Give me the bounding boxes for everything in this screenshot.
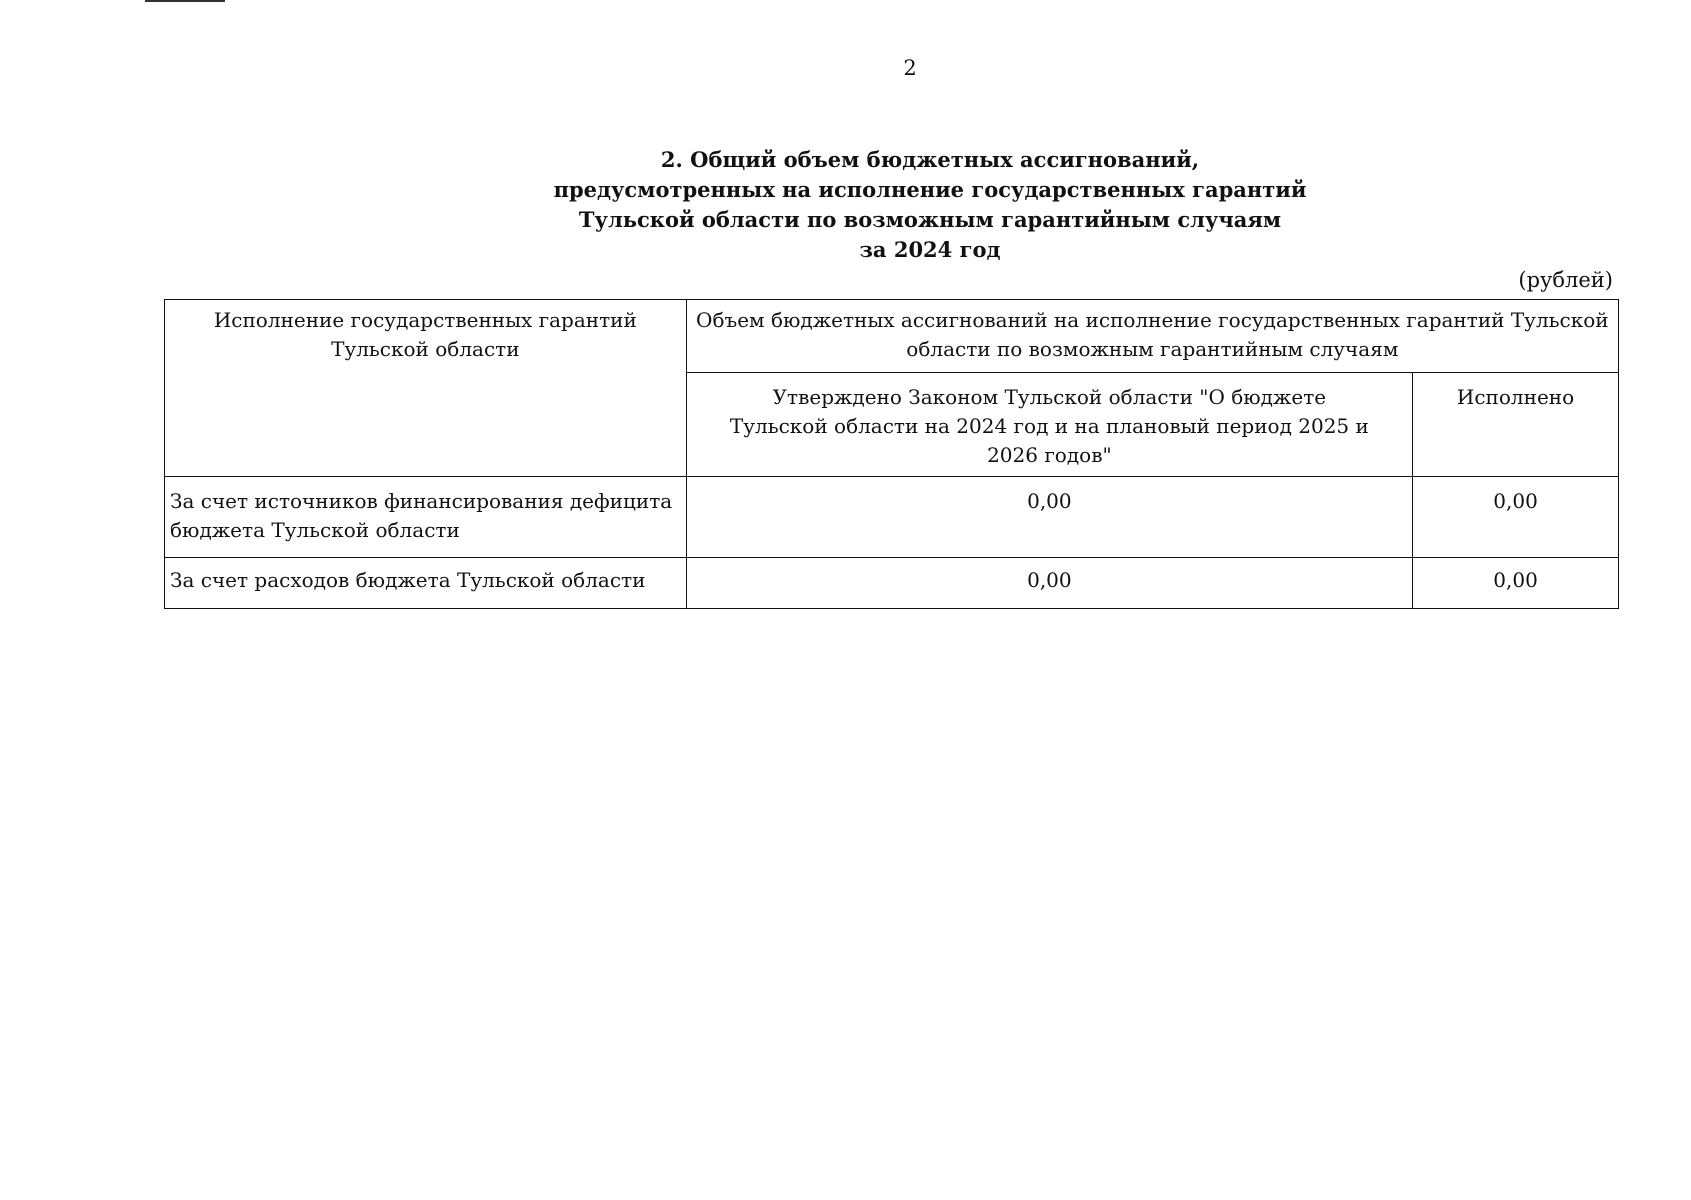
top-rule-divider: [145, 0, 225, 2]
row-value-executed: 0,00: [1413, 558, 1619, 609]
header-appropriations-volume: Объем бюджетных ассигнований на исполнение государственных гарантий Тульской области по возможным гарантийным случаям: [686, 300, 1618, 373]
header-approved-by-law: Утверждено Законом Тульской области "О бюджете Тульской области на 2024 год и на плановый период 2025 и 2026 годов": [686, 373, 1412, 477]
title-line-2: предусмотренных на исполнение государственных гарантий: [553, 177, 1307, 202]
title-line-1: 2. Общий объем бюджетных ассигнований,: [660, 147, 1200, 172]
title-line-4: за 2024 год: [859, 237, 1001, 262]
guarantees-table: [164, 299, 1619, 609]
row-label-budget-expenses: За счет расходов бюджета Тульской области: [165, 558, 687, 609]
row-value-approved: 0,00: [686, 558, 1412, 609]
units-label: (рублей): [1518, 268, 1613, 292]
table-header-row: [165, 300, 1619, 373]
row-value-executed: 0,00: [1413, 477, 1619, 558]
table-row: [165, 558, 1619, 609]
header-execution-of-guarantees: Исполнение государственных гарантий Тульской области: [165, 300, 687, 477]
document-title: [380, 145, 1480, 265]
row-label-deficit-sources: За счет источников финансирования дефицита бюджета Тульской области: [165, 477, 687, 558]
row-value-approved: 0,00: [686, 477, 1412, 558]
page-number: 2: [903, 56, 917, 80]
title-line-3: Тульской области по возможным гарантийным случаям: [578, 207, 1282, 232]
header-executed: Исполнено: [1413, 373, 1619, 477]
table-row: [165, 477, 1619, 558]
